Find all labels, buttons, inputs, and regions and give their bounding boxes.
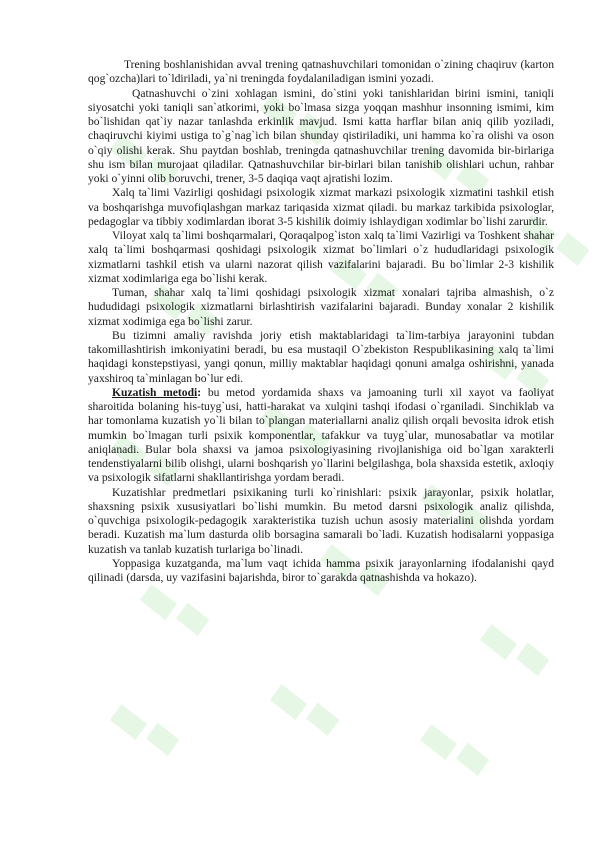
paragraph-yoppasiga: Yoppasiga kuzatganda, ma`lum vaqt ichida hamma psixik jarayonlarning ifodalanishi qayd qilinadi (darsda, uy vazifasini bajarishda, biror to`garakda qatnashishda va hokazo). (88, 556, 554, 584)
paragraph-kuzatish-metodi (88, 386, 554, 486)
paragraph-tuman: Tuman, shahar xalq ta`limi qoshidagi psixologik xizmat xonalari tajriba almashish, o`z hududidagi psixologik xizmatlarni birlashtirish vazifalarini bajaradi. Bunday xonalar 2 kishilik xizmat xodimiga ega bo`lishi zarur. (88, 286, 554, 328)
paragraph-tizim: Bu tizimni amaliy ravishda joriy etish maktablaridagi ta`lim-tarbiya jarayonini tubdan takomillashtirish imkoniyatini beradi, bu esa mustaqil O`zbekiston Respublikasining xalq ta`limi haqidagi konstepstiyasi, yangi qonun, milliy maktablar haqidagi qonuni amalga oshirishni, yanada yaxshiroq ta`minlagan bo`lur edi. (88, 328, 554, 385)
paragraph-trening-intro: Trening boshlanishidan avval trening qatnashuvchilari tomonidan o`zining chaqiruv (karton qog`ozcha)lari to`ldiriladi, ya`ni treningda foydalaniladigan ismini yozadi. (88, 58, 554, 86)
paragraph-xalq-talimi-vazirligi: Xalq ta`limi Vazirligi qoshidagi psixologik xizmat markazi psixologik xizmatini tashkil etish va boshqarishga muvofiqlashgan markaz tariqasida xizmat qiladi. bu markaz tarkibida psixologlar, pedagoglar va tibbiy xodimlardan iborat 3-5 kishilik doimiy ishlaydigan xodimlar bo`lishi zarurdir. (88, 186, 554, 228)
watermark-mark (266, 668, 343, 752)
paragraph-kuzatishlar-predmetlari: Kuzatishlar predmetlari psixikaning turli ko`rinishlari: psixik jarayonlar, psixik holatlar, shaxsning psixik xususiyatlari bo`lishi mumkin. Bu metod darsni psixologik analiz qilishda, o`quvchiga psixologik-pedagogik xarakteristika tuzish uchun asosiy materialini olishda yordam beradi. Kuzatish ma`lum dasturda olib borsagina samarali bo`ladi. Kuzatish hodisalarni yoppasiga kuzatish va tanlab kuzatish turlariga bo`linadi. (88, 485, 554, 556)
paragraph-qatnashuvchi: Qatnashuvchi o`zini xohlagan ismini, do`stini yoki tanishlaridan birini ismini, taniqli siyosatchi yoki taniqli san`atkorimi, yoki bo`lmasa sizga yoqqan mashhur insonning ismimi, kim bo`lishidan qat`iy nazar tanlashda erkinlik mavjud. Ismi katta harflar bilan aniq qilib yoziladi, chaqiruvchi kiyimi ustiga to`g`nag`ich bilan shunday qistiriladiki, uni hamma ko`ra olishi va oson o`qiy olishi kerak. Shu paytdan boshlab, treningda qatnashuvchilar trening davomida bir-birlariga shu ism bilan murojaat qiladilar. Qatnashuvchilar bir-birlari bilan tanishib olishlari uchun, rahbar yoki o`yinni olib boruvchi, trener, 3-5 daqiqa vaqt ajratishi lozim. (88, 86, 554, 185)
watermark-mark (106, 688, 183, 772)
watermark-mark (476, 608, 553, 692)
paragraph-viloyat: Viloyat xalq ta`limi boshqarmalari, Qoraqalpog`iston xalq ta`limi Vazirligi va Toshkent shahar xalq ta`limi boshqarmasi qoshidagi psixologik xizmat bo`limlari o`z hududlaridagi psixologik xizmatlarni tashkil etish va ularni nazorat qilish vazifalarini bajaradi. Bu bo`limlar 2-3 kishilik xizmat xodimlariga ega bo`lishi kerak. (88, 229, 554, 285)
term-colon: : (197, 385, 202, 399)
kuzatish-definition: bu metod yordamida shaxs va jamoaning turli xil xayot va faoliyat sharoitida bolaning his-tuyg`usi, hatti-harakat va xulqini tashqi ifodasi o`rganiladi. Sinchiklab va har tomonlama kuzatish yo`li bilan to`plangan materiallarni analiz qilish orqali bevosita idrok etish mumkin bo`lmagan turli psixik komponentlar, tafakkur va tuyg`ular, munosabatlar va motilar aniqlanadi. Bular bola shaxsi va jamoa psixologiyasining rivojlanishiga oid bo`lgan xarakterli tendenstiyalarni bilib olishgi, ularni boshqarish yo`llarini belgilashga, bola shaxsida estetik, axloqiy va psixologik sifatlarni shakllantirishga yordam beradi. (88, 385, 554, 485)
term-kuzatish-metodi: Kuzatish metodi (112, 385, 198, 399)
document-page (88, 58, 554, 585)
watermark-mark (416, 708, 493, 792)
